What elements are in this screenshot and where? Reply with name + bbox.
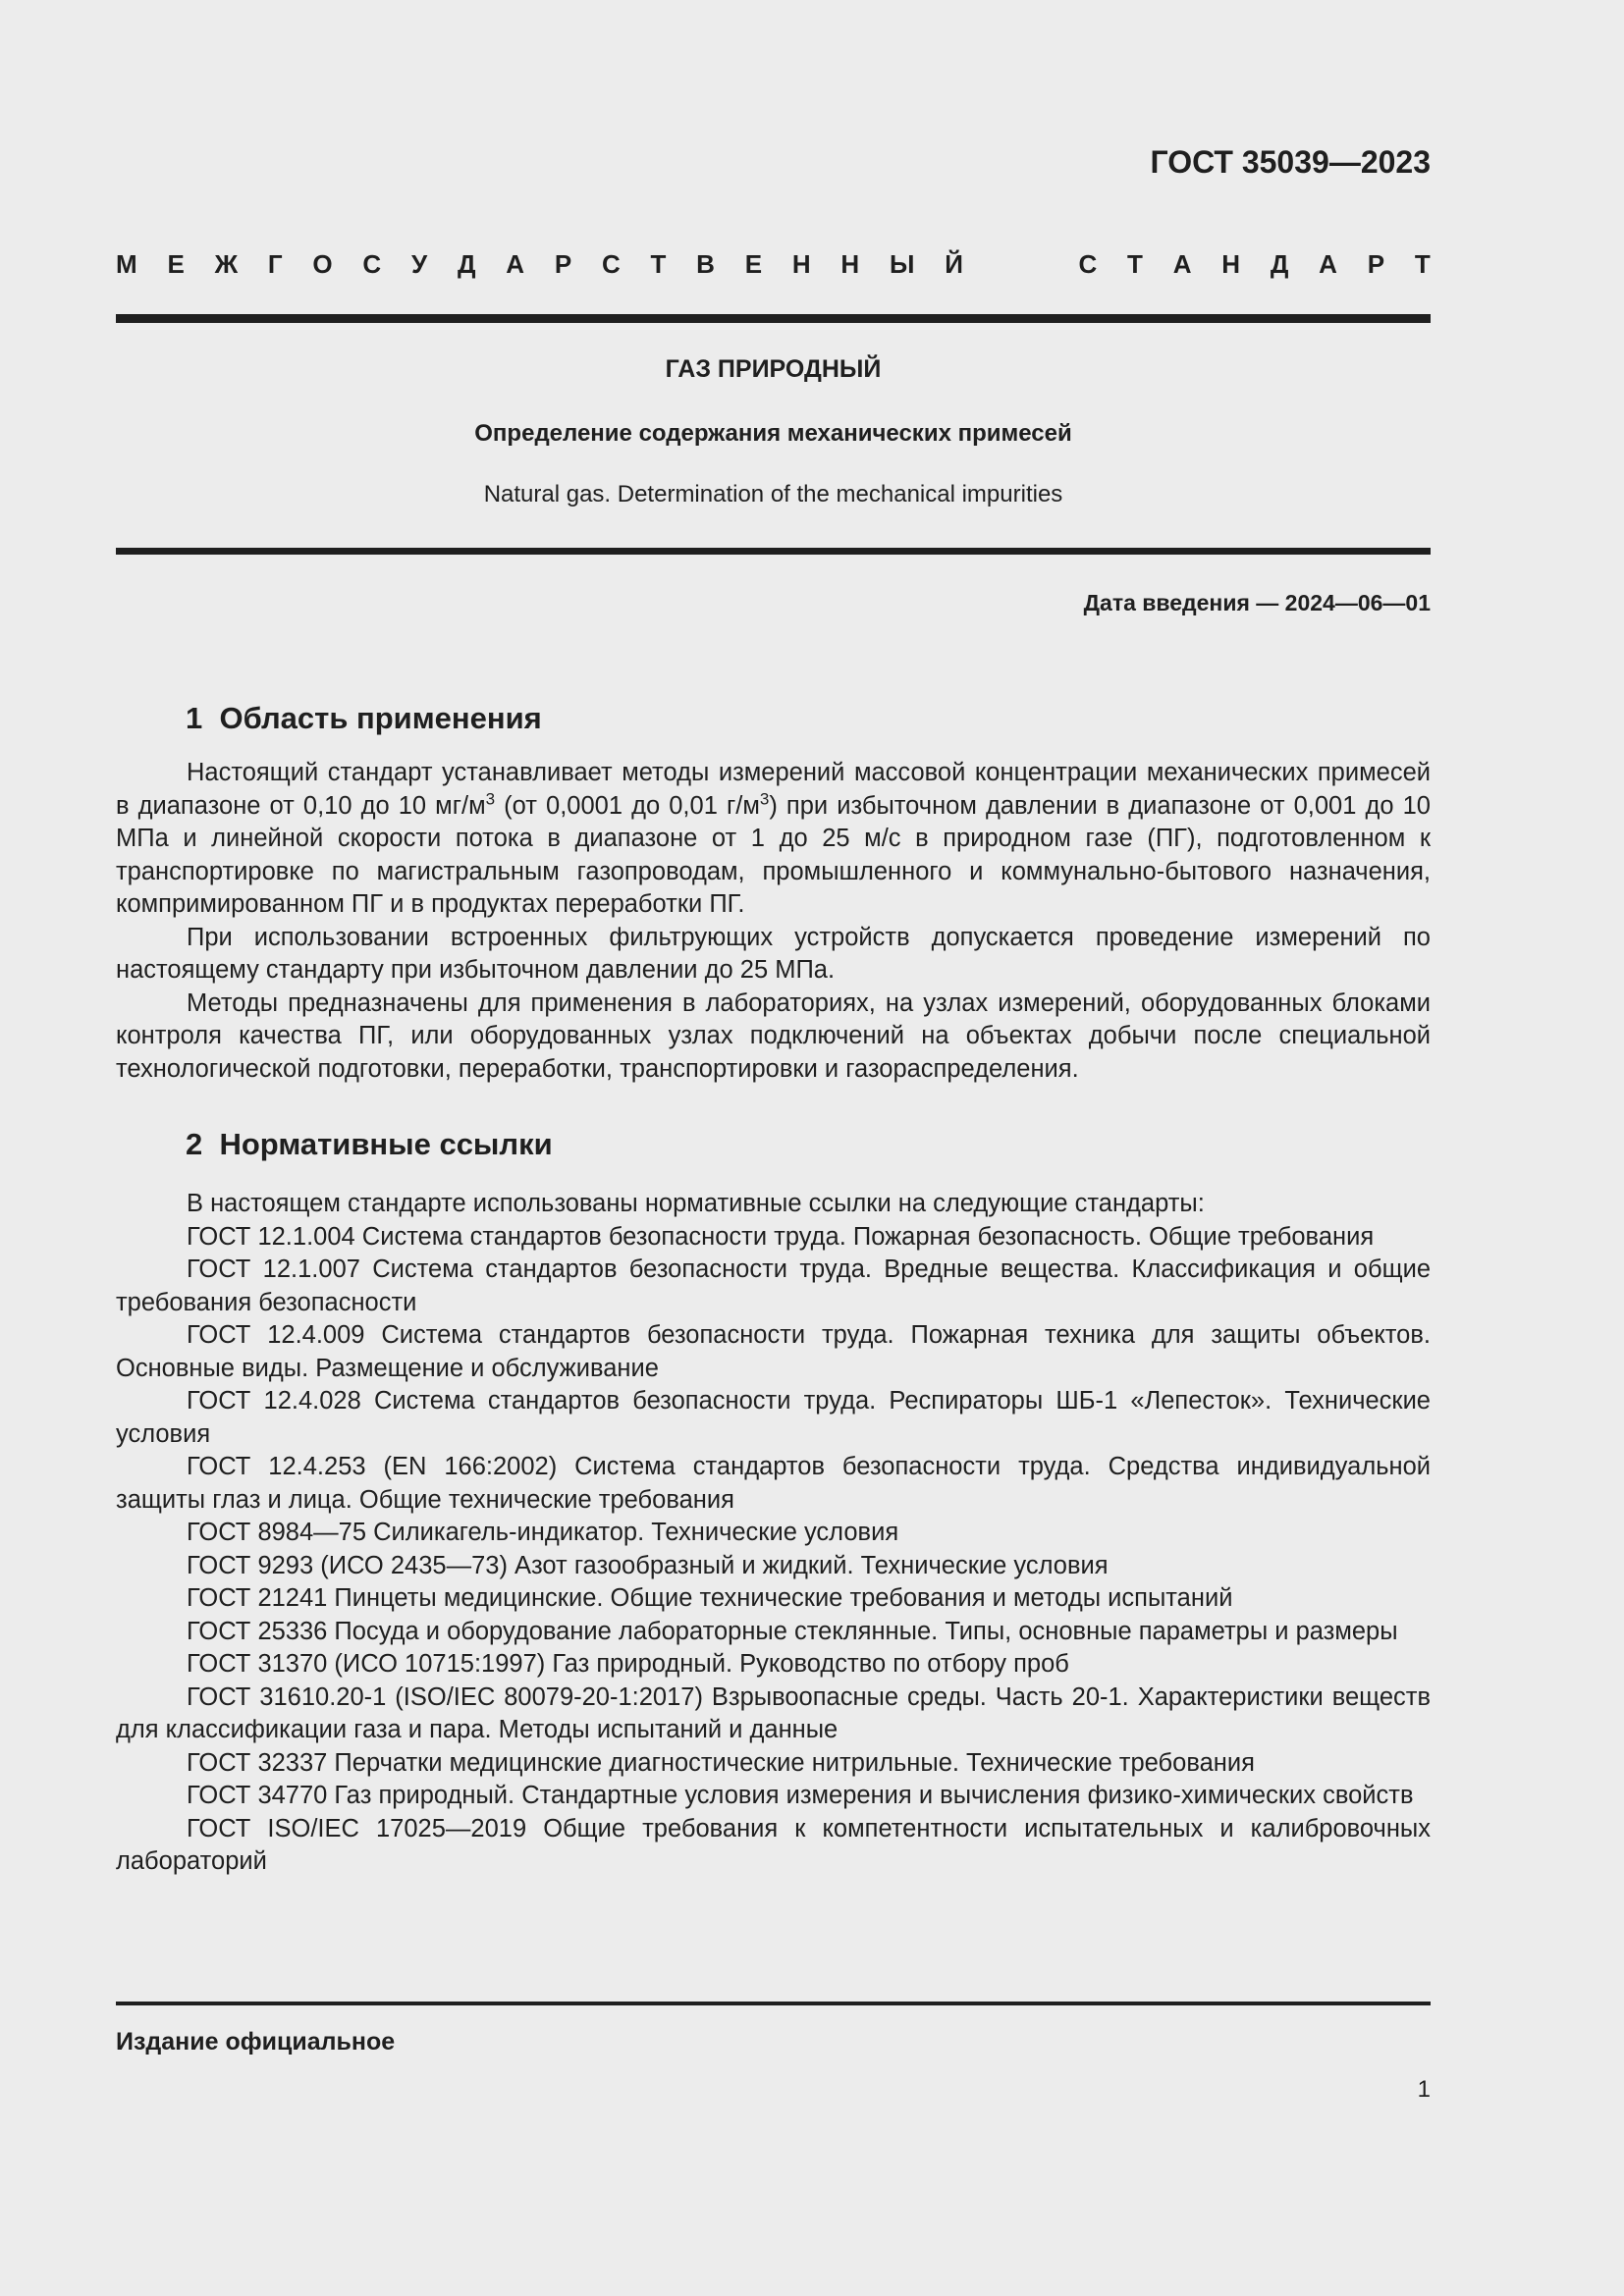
- document-number: ГОСТ 35039—2023: [1150, 144, 1431, 180]
- superscript: 3: [759, 789, 770, 808]
- header-letter: Г: [267, 249, 283, 279]
- reference-item: ГОСТ 31610.20-1 (ISO/IEC 80079-20-1:2017) Взрывоопасные среды. Часть 20-1. Характеристики веществ для классификации газа и пара. Методы испытаний и данные: [116, 1682, 1431, 1743]
- header-letter: А: [1172, 249, 1192, 279]
- header-letter: Т: [1127, 249, 1143, 279]
- header-letter: А: [506, 249, 525, 279]
- section-heading-scope: [186, 701, 542, 736]
- official-edition-label: Издание официальное: [116, 2028, 396, 2056]
- page-number: 1: [1417, 2076, 1431, 2103]
- header-letter: Ж: [214, 249, 239, 279]
- word-gap: [994, 249, 1049, 280]
- header-letter: А: [1319, 249, 1337, 279]
- paragraph: Методы предназначены для применения в лабораториях, на узлах измерений, оборудованных блоками контроля качества ПГ, или оборудованных узлах подключений на объектах добычи после специальной технологической подготовки, переработки, транспортировки и газораспределения.: [116, 988, 1431, 1083]
- section-heading-normative-references: [186, 1127, 553, 1162]
- header-letter: Р: [554, 249, 572, 279]
- reference-item: ГОСТ 9293 (ИСО 2435—73) Азот газообразный и жидкий. Технические условия: [187, 1551, 1109, 1579]
- reference-item: ГОСТ 21241 Пинцеты медицинские. Общие технические требования и методы испытаний: [187, 1584, 1233, 1612]
- section-title: Нормативные ссылки: [219, 1127, 553, 1161]
- header-letter: С: [601, 249, 621, 279]
- title-divider: [116, 548, 1431, 555]
- reference-item: ГОСТ ISO/IEC 17025—2019 Общие требования к компетентности испытательных и калибровочных лабораторий: [116, 1814, 1431, 1875]
- superscript: 3: [485, 789, 496, 808]
- header-letter: Т: [1414, 249, 1431, 279]
- header-letter: Д: [457, 249, 476, 279]
- header-letter: Т: [650, 249, 667, 279]
- header-letter: Ы: [889, 249, 915, 279]
- header-letter: С: [362, 249, 382, 279]
- section-references-body: [116, 1188, 1431, 1879]
- reference-item: ГОСТ 34770 Газ природный. Стандартные условия измерения и вычисления физико-химических свойств: [187, 1782, 1414, 1809]
- interstate-standard-header: [116, 249, 1431, 280]
- text-run: (от 0,0001 до 0,01 г/м: [495, 791, 760, 820]
- header-letter: Е: [167, 249, 185, 279]
- reference-item: ГОСТ 12.1.004 Система стандартов безопасности труда. Пожарная безопасность. Общие требования: [187, 1222, 1375, 1251]
- header-letter: Н: [1221, 249, 1241, 279]
- header-letter: Р: [1367, 249, 1385, 279]
- footer-divider: [116, 2002, 1431, 2005]
- reference-item: ГОСТ 12.4.009 Система стандартов безопасности труда. Пожарная техника для защиты объектов. Основные виды. Размещение и обслуживание: [116, 1321, 1431, 1382]
- document-subtitle: Определение содержания механических примесей: [474, 420, 1072, 447]
- text-run: ) при избыточном давлении в диапазоне от 0,001 до 10 МПа и линейной скорости потока в диапазоне от 1 до 25 м/с в природном газе (ПГ), подготовленном к транспортировке по магистральным газопроводам, промышленного и коммунально-бытового назначения, компримированном ПГ и в продуктах переработки ПГ.: [116, 791, 1431, 918]
- header-letter: В: [696, 249, 715, 279]
- reference-item: ГОСТ 12.1.007 Система стандартов безопасности труда. Вредные вещества. Классификация и общие требования безопасности: [116, 1255, 1431, 1316]
- paragraph: [116, 757, 1431, 922]
- section-number: 1: [186, 701, 203, 735]
- header-letter: О: [312, 249, 333, 279]
- reference-item: ГОСТ 31370 (ИСО 10715:1997) Газ природный. Руководство по отбору проб: [187, 1650, 1069, 1678]
- header-letter: Е: [744, 249, 763, 279]
- section-title: Область применения: [219, 701, 542, 735]
- header-divider: [116, 314, 1431, 323]
- header-letter: М: [116, 249, 137, 279]
- reference-item: ГОСТ 12.4.253 (EN 166:2002) Система стандартов безопасности труда. Средства индивидуальной защиты глаз и лица. Общие технические требования: [116, 1453, 1431, 1514]
- section-number: 2: [186, 1127, 203, 1161]
- reference-item: ГОСТ 32337 Перчатки медицинские диагностические нитрильные. Технические требования: [187, 1748, 1255, 1777]
- reference-item: ГОСТ 8984—75 Силикагель-индикатор. Технические условия: [187, 1519, 899, 1546]
- header-letter: Й: [945, 249, 963, 279]
- reference-item: ГОСТ 25336 Посуда и оборудование лабораторные стеклянные. Типы, основные параметры и размеры: [187, 1617, 1398, 1645]
- text-run: Настоящий стандарт устанавливает методы измерений массовой концентрации механических примесей в диапазоне от 0,10 до 10 мг/м: [116, 759, 1431, 820]
- reference-item: ГОСТ 12.4.028 Система стандартов безопасности труда. Респираторы ШБ-1 «Лепесток». Технические условия: [116, 1387, 1431, 1448]
- header-letter: Н: [791, 249, 811, 279]
- section-scope-body: [116, 757, 1431, 1086]
- header-letter: Н: [840, 249, 860, 279]
- header-letter: С: [1078, 249, 1098, 279]
- paragraph: В настоящем стандарте использованы нормативные ссылки на следующие стандарты:: [187, 1190, 1205, 1217]
- paragraph: При использовании встроенных фильтрующих устройств допускается проведение измерений по настоящему стандарту при избыточном давлении до 25 МПа.: [116, 923, 1431, 984]
- introduction-date: Дата введения — 2024—06—01: [1083, 590, 1431, 615]
- document-title: ГАЗ ПРИРОДНЫЙ: [665, 355, 882, 383]
- header-letter: Д: [1270, 249, 1289, 279]
- english-title: Natural gas. Determination of the mechanical impurities: [483, 481, 1063, 507]
- header-letter: У: [410, 249, 428, 279]
